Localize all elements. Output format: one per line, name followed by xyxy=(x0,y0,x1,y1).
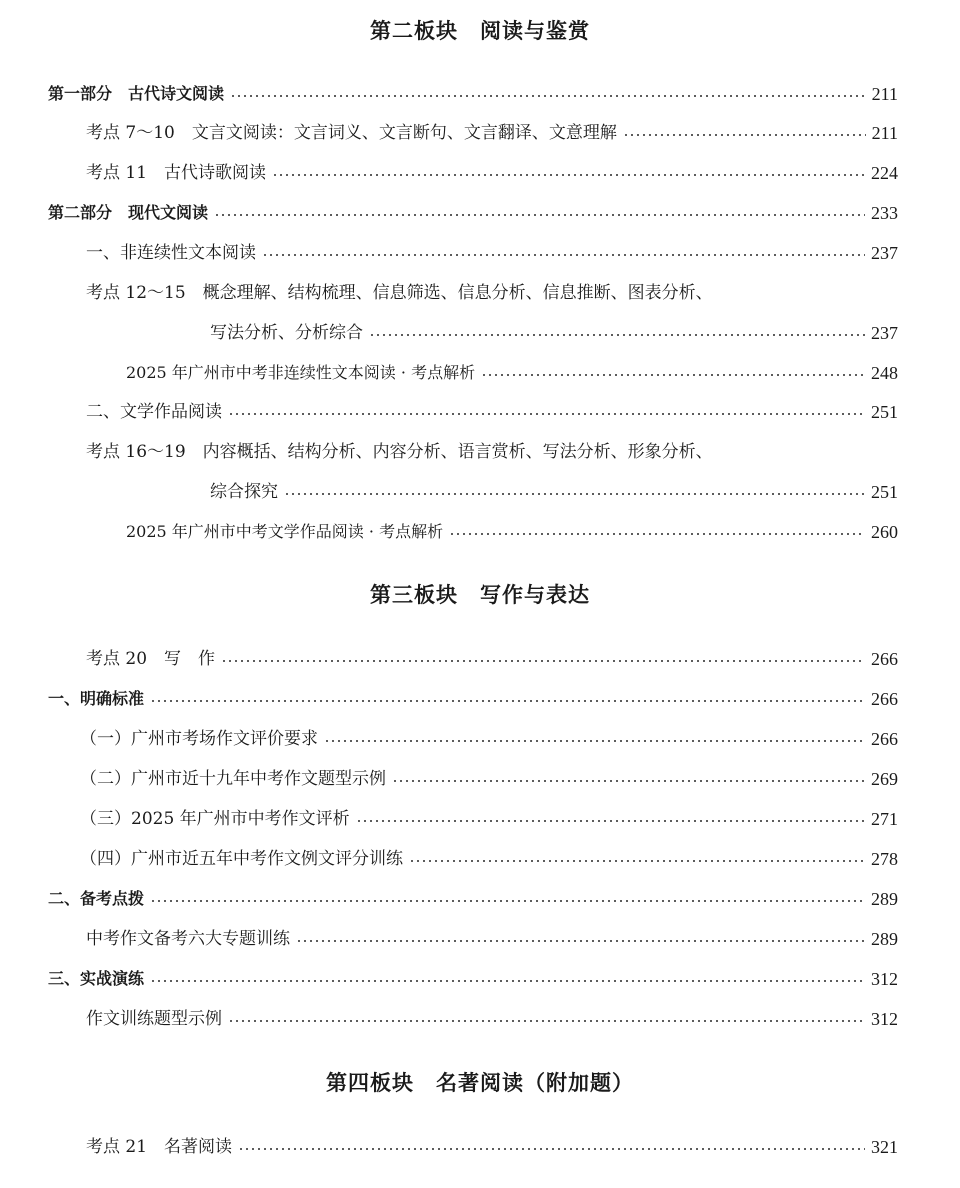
entry-label: 写法分析、分析综合 xyxy=(210,323,363,343)
entry-label-line1: 考点 12～15 概念理解、结构梳理、信息筛选、信息分析、信息推断、图表分析、 xyxy=(86,283,713,303)
toc-entry[interactable] xyxy=(48,685,898,713)
entry-page: 248 xyxy=(871,363,898,383)
toc-entry[interactable] xyxy=(86,1005,898,1033)
dot-leader xyxy=(356,820,865,822)
entry-label: （二）广州市近十九年中考作文题型示例 xyxy=(80,769,386,789)
dot-leader xyxy=(409,860,865,862)
entry-label: 2025 年广州市中考文学作品阅读 · 考点解析 xyxy=(126,522,444,541)
entry-label: （三）2025 年广州市中考作文评析 xyxy=(80,809,350,829)
entry-label: 二、文学作品阅读 xyxy=(86,402,222,422)
dot-leader xyxy=(481,374,865,376)
entry-label: （一）广州市考场作文评价要求 xyxy=(80,729,318,749)
toc-entry[interactable] xyxy=(80,765,898,793)
toc-entry[interactable] xyxy=(86,119,898,147)
dot-leader xyxy=(392,780,865,782)
dot-leader xyxy=(230,95,866,97)
entry-label: 综合探究 xyxy=(210,482,278,502)
entry-page: 266 xyxy=(871,689,898,709)
toc-entry[interactable] xyxy=(48,965,898,993)
entry-label-line1: 考点 16～19 内容概括、结构分析、内容分析、语言赏析、写法分析、形象分析、 xyxy=(86,442,713,462)
entry-label: 考点 20 写 作 xyxy=(86,649,216,669)
toc-entry[interactable] xyxy=(126,359,898,387)
entry-label: 考点 7～10 文言文阅读：文言词义、文言断句、文言翻译、文意理解 xyxy=(86,123,617,143)
entry-label: 第二部分 现代文阅读 xyxy=(48,203,209,222)
dot-leader xyxy=(221,660,865,662)
dot-leader xyxy=(150,980,865,982)
entry-page: 260 xyxy=(871,522,898,542)
entry-label: 一、明确标准 xyxy=(48,689,145,708)
entry-page: 312 xyxy=(871,969,898,989)
toc-entry[interactable] xyxy=(80,805,898,833)
toc-entry[interactable] xyxy=(86,159,898,187)
entry-page: 278 xyxy=(871,849,898,869)
toc-entry[interactable] xyxy=(48,885,898,913)
entry-page: 224 xyxy=(871,163,898,183)
entry-label: 中考作文备考六大专题训练 xyxy=(86,929,290,949)
entry-page: 289 xyxy=(871,929,898,949)
entry-label: 二、备考点拨 xyxy=(48,889,145,908)
entry-page: 271 xyxy=(871,809,898,829)
entry-page: 312 xyxy=(871,1009,898,1029)
entry-page: 269 xyxy=(871,769,898,789)
dot-leader xyxy=(150,900,865,902)
toc-entry[interactable] xyxy=(210,319,898,347)
entry-label: 第一部分 古代诗文阅读 xyxy=(48,84,225,103)
entry-label: （四）广州市近五年中考作文例文评分训练 xyxy=(80,849,403,869)
entry-page: 211 xyxy=(871,123,898,143)
entry-page: 266 xyxy=(871,729,898,749)
toc-entry[interactable] xyxy=(48,80,898,108)
dot-leader xyxy=(228,1020,865,1022)
entry-page: 321 xyxy=(871,1137,898,1157)
entry-page: 289 xyxy=(871,889,898,909)
toc-entry[interactable] xyxy=(210,478,898,506)
entry-page: 211 xyxy=(871,84,898,104)
entry-label: 一、非连续性文本阅读 xyxy=(86,243,256,263)
dot-leader xyxy=(296,940,865,942)
toc-entry[interactable] xyxy=(86,1133,898,1161)
entry-page: 251 xyxy=(871,402,898,422)
entry-label: 考点 21 名著阅读 xyxy=(86,1137,233,1157)
entry-label: 三、实战演练 xyxy=(48,969,145,988)
dot-leader xyxy=(150,700,865,702)
entry-page: 233 xyxy=(871,203,898,223)
dot-leader xyxy=(238,1148,865,1150)
entry-label: 作文训练题型示例 xyxy=(86,1009,222,1029)
dot-leader xyxy=(623,134,866,136)
section-title-writing: 第三板块 写作与表达 xyxy=(370,583,590,607)
toc-entry[interactable] xyxy=(80,725,898,753)
toc-entry[interactable] xyxy=(80,845,898,873)
toc-entry[interactable] xyxy=(86,398,898,426)
toc-entry[interactable] xyxy=(86,925,898,953)
entry-page: 251 xyxy=(871,482,898,502)
section-title-reading: 第二板块 阅读与鉴赏 xyxy=(370,19,590,43)
toc-entry[interactable] xyxy=(86,239,898,267)
section-title-classics: 第四板块 名著阅读（附加题） xyxy=(326,1071,634,1095)
toc-entry[interactable] xyxy=(86,645,898,673)
entry-page: 237 xyxy=(871,243,898,263)
toc-entry[interactable] xyxy=(48,199,898,227)
dot-leader xyxy=(284,493,865,495)
dot-leader xyxy=(369,334,865,336)
dot-leader xyxy=(262,254,865,256)
entry-page: 237 xyxy=(871,323,898,343)
toc-entry[interactable] xyxy=(126,518,898,546)
dot-leader xyxy=(272,174,865,176)
dot-leader xyxy=(324,740,865,742)
entry-label: 考点 11 古代诗歌阅读 xyxy=(86,163,267,183)
dot-leader xyxy=(214,214,865,216)
entry-label: 2025 年广州市中考非连续性文本阅读 · 考点解析 xyxy=(126,363,476,382)
entry-page: 266 xyxy=(871,649,898,669)
dot-leader xyxy=(449,533,865,535)
dot-leader xyxy=(228,413,865,415)
